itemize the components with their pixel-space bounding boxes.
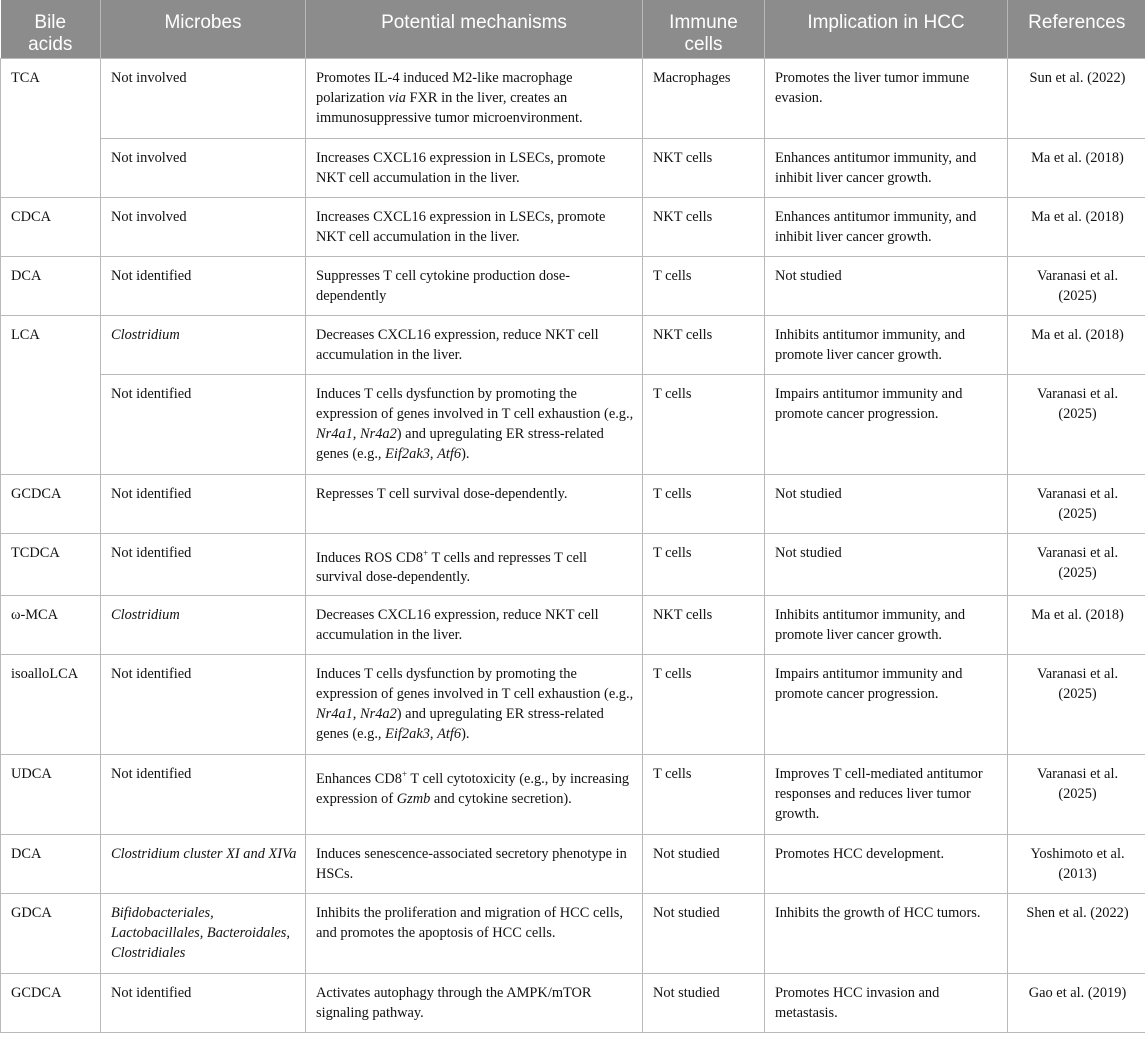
cell-mechanism: [306, 374, 643, 474]
table-row: [1, 374, 1145, 474]
cell-implication: Enhances antitumor immunity, and inhibit liver cancer growth.: [765, 138, 1008, 197]
cell-bile-acid: GCDCA: [1, 974, 101, 1033]
cell-bile-acid: LCA: [1, 315, 101, 474]
cell-reference: Varanasi et al. (2025): [1008, 755, 1145, 835]
gene-name: Nr4a2: [360, 425, 397, 442]
cell-microbes: Not involved: [101, 138, 306, 197]
mechanism-text: Induces ROS CD8: [316, 549, 424, 566]
cell-immune-cells: NKT cells: [643, 315, 765, 374]
mechanism-text: Enhances CD8: [316, 771, 402, 788]
mechanism-text: FXR in the liver, creates an immunosuppressive tumor microenvironment.: [316, 89, 583, 126]
cell-mechanism: Decreases CXCL16 expression, reduce NKT cell accumulation in the liver.: [306, 596, 643, 655]
table-row: [1, 256, 1145, 315]
cell-mechanism: [306, 755, 643, 835]
mechanism-text: Induces T cells dysfunction by promoting the expression of genes involved in T cell exhaustion (e.g.,: [316, 385, 634, 422]
cell-microbes: Not identified: [101, 474, 306, 533]
mechanism-text: T cell cytotoxicity (e.g., by increasing expression of: [316, 771, 630, 808]
mechanism-text: ).: [461, 726, 470, 743]
cell-bile-acid: GCDCA: [1, 474, 101, 533]
mechanism-text: Induces T cells dysfunction by promoting the expression of genes involved in T cell exhaustion (e.g.,: [316, 666, 634, 703]
cell-mechanism: Represses T cell survival dose-dependently.: [306, 474, 643, 533]
mechanism-text: ) and upregulating ER stress-related genes (e.g.,: [316, 706, 604, 743]
table-row: [1, 138, 1145, 197]
cell-microbes: Not identified: [101, 974, 306, 1033]
cell-microbes: Not identified: [101, 655, 306, 755]
cell-immune-cells: T cells: [643, 256, 765, 315]
cell-microbes: Not involved: [101, 58, 306, 138]
cell-bile-acid: GDCA: [1, 894, 101, 974]
cell-microbes: Not identified: [101, 755, 306, 835]
gene-name: Nr4a1: [316, 425, 353, 442]
header-references: References: [1008, 0, 1145, 58]
mechanism-text: ,: [352, 706, 360, 723]
cell-bile-acid: DCA: [1, 835, 101, 894]
superscript-plus: +: [401, 769, 408, 780]
cell-immune-cells: Not studied: [643, 835, 765, 894]
table-row: [1, 197, 1145, 256]
header-mechanisms: Potential mechanisms: [306, 0, 643, 58]
cell-bile-acid: TCA: [1, 58, 101, 197]
cell-implication: Impairs antitumor immunity and promote cancer progression.: [765, 374, 1008, 474]
cell-mechanism: Increases CXCL16 expression in LSECs, promote NKT cell accumulation in the liver.: [306, 138, 643, 197]
header-row: [1, 0, 1145, 58]
cell-mechanism: [306, 58, 643, 138]
cell-mechanism: Activates autophagy through the AMPK/mTOR signaling pathway.: [306, 974, 643, 1033]
cell-immune-cells: T cells: [643, 755, 765, 835]
cell-immune-cells: NKT cells: [643, 596, 765, 655]
gene-name: Nr4a1: [316, 706, 353, 723]
cell-microbes: Not identified: [101, 533, 306, 596]
cell-reference: Ma et al. (2018): [1008, 315, 1145, 374]
cell-immune-cells: T cells: [643, 533, 765, 596]
cell-mechanism: Increases CXCL16 expression in LSECs, promote NKT cell accumulation in the liver.: [306, 197, 643, 256]
gene-name: Atf6: [437, 726, 462, 743]
cell-reference: Varanasi et al. (2025): [1008, 474, 1145, 533]
cell-implication: Inhibits the growth of HCC tumors.: [765, 894, 1008, 974]
mechanism-text: ,: [429, 445, 438, 462]
superscript-plus: +: [423, 547, 429, 558]
cell-implication: Improves T cell-mediated antitumor responses and reduces liver tumor growth.: [765, 755, 1008, 835]
mechanism-text: T cells and represses T cell survival dose-dependently.: [316, 549, 588, 586]
cell-reference: Varanasi et al. (2025): [1008, 256, 1145, 315]
cell-reference: Varanasi et al. (2025): [1008, 374, 1145, 474]
cell-reference: Sun et al. (2022): [1008, 58, 1145, 138]
cell-reference: Ma et al. (2018): [1008, 197, 1145, 256]
gene-name: Eif2ak3: [385, 726, 430, 743]
gene-name: Nr4a2: [360, 706, 397, 723]
cell-mechanism: [306, 533, 643, 596]
header-immune-cells: Immune cells: [643, 0, 765, 58]
table-row: [1, 894, 1145, 974]
gene-name: Gzmb: [396, 791, 431, 808]
cell-implication: Promotes the liver tumor immune evasion.: [765, 58, 1008, 138]
cell-microbes: Not identified: [101, 256, 306, 315]
cell-microbes: Clostridium cluster XI and XIVa: [101, 835, 306, 894]
cell-implication: Promotes HCC development.: [765, 835, 1008, 894]
cell-immune-cells: T cells: [643, 374, 765, 474]
mechanism-text: Promotes IL-4 induced M2-like macrophage polarization: [316, 69, 573, 106]
cell-immune-cells: NKT cells: [643, 138, 765, 197]
gene-name: Atf6: [437, 445, 462, 462]
cell-reference: Shen et al. (2022): [1008, 894, 1145, 974]
cell-bile-acid: isoalloLCA: [1, 655, 101, 755]
cell-microbes: Not identified: [101, 374, 306, 474]
cell-reference: Ma et al. (2018): [1008, 596, 1145, 655]
cell-bile-acid: ω-MCA: [1, 596, 101, 655]
cell-mechanism: Decreases CXCL16 expression, reduce NKT cell accumulation in the liver.: [306, 315, 643, 374]
table-row: [1, 58, 1145, 138]
cell-immune-cells: T cells: [643, 474, 765, 533]
cell-immune-cells: Not studied: [643, 974, 765, 1033]
table-row: [1, 655, 1145, 755]
mechanism-italic: via: [388, 89, 406, 106]
cell-reference: Gao et al. (2019): [1008, 974, 1145, 1033]
cell-microbes: Not involved: [101, 197, 306, 256]
cell-reference: Yoshimoto et al. (2013): [1008, 835, 1145, 894]
cell-immune-cells: Not studied: [643, 894, 765, 974]
table-row: [1, 315, 1145, 374]
cell-mechanism: [306, 655, 643, 755]
cell-microbes: Bifidobacteriales, Lactobacillales, Bacteroidales, Clostridiales: [101, 894, 306, 974]
cell-immune-cells: T cells: [643, 655, 765, 755]
mechanism-text: ).: [461, 445, 470, 462]
mechanism-text: ) and upregulating ER stress-related genes (e.g.,: [316, 425, 604, 462]
mechanism-text: and cytokine secretion).: [430, 791, 572, 808]
cell-implication: Impairs antitumor immunity and promote cancer progression.: [765, 655, 1008, 755]
cell-implication: Promotes HCC invasion and metastasis.: [765, 974, 1008, 1033]
cell-bile-acid: UDCA: [1, 755, 101, 835]
cell-microbes: Clostridium: [101, 596, 306, 655]
cell-bile-acid: CDCA: [1, 197, 101, 256]
header-bile-acids: Bile acids: [1, 0, 101, 58]
table-row: [1, 533, 1145, 596]
cell-reference: Varanasi et al. (2025): [1008, 533, 1145, 596]
mechanism-text: ,: [352, 425, 360, 442]
cell-implication: Not studied: [765, 256, 1008, 315]
cell-implication: Enhances antitumor immunity, and inhibit liver cancer growth.: [765, 197, 1008, 256]
cell-bile-acid: DCA: [1, 256, 101, 315]
cell-implication: Inhibits antitumor immunity, and promote liver cancer growth.: [765, 315, 1008, 374]
table-row: [1, 474, 1145, 533]
cell-mechanism: Suppresses T cell cytokine production dose-dependently: [306, 256, 643, 315]
cell-mechanism: Induces senescence-associated secretory phenotype in HSCs.: [306, 835, 643, 894]
cell-bile-acid: TCDCA: [1, 533, 101, 596]
mechanism-text: ,: [429, 726, 438, 743]
cell-reference: Ma et al. (2018): [1008, 138, 1145, 197]
cell-reference: Varanasi et al. (2025): [1008, 655, 1145, 755]
cell-implication: Inhibits antitumor immunity, and promote liver cancer growth.: [765, 596, 1008, 655]
cell-implication: Not studied: [765, 474, 1008, 533]
table-row: [1, 596, 1145, 655]
cell-mechanism: Inhibits the proliferation and migration of HCC cells, and promotes the apoptosis of HCC cells.: [306, 894, 643, 974]
header-implication: Implication in HCC: [765, 0, 1008, 58]
table-row: [1, 974, 1145, 1033]
header-microbes: Microbes: [101, 0, 306, 58]
cell-immune-cells: NKT cells: [643, 197, 765, 256]
table-row: [1, 835, 1145, 894]
cell-microbes: Clostridium: [101, 315, 306, 374]
cell-implication: Not studied: [765, 533, 1008, 596]
table-row: [1, 755, 1145, 835]
gene-name: Eif2ak3: [385, 445, 430, 462]
cell-immune-cells: Macrophages: [643, 58, 765, 138]
